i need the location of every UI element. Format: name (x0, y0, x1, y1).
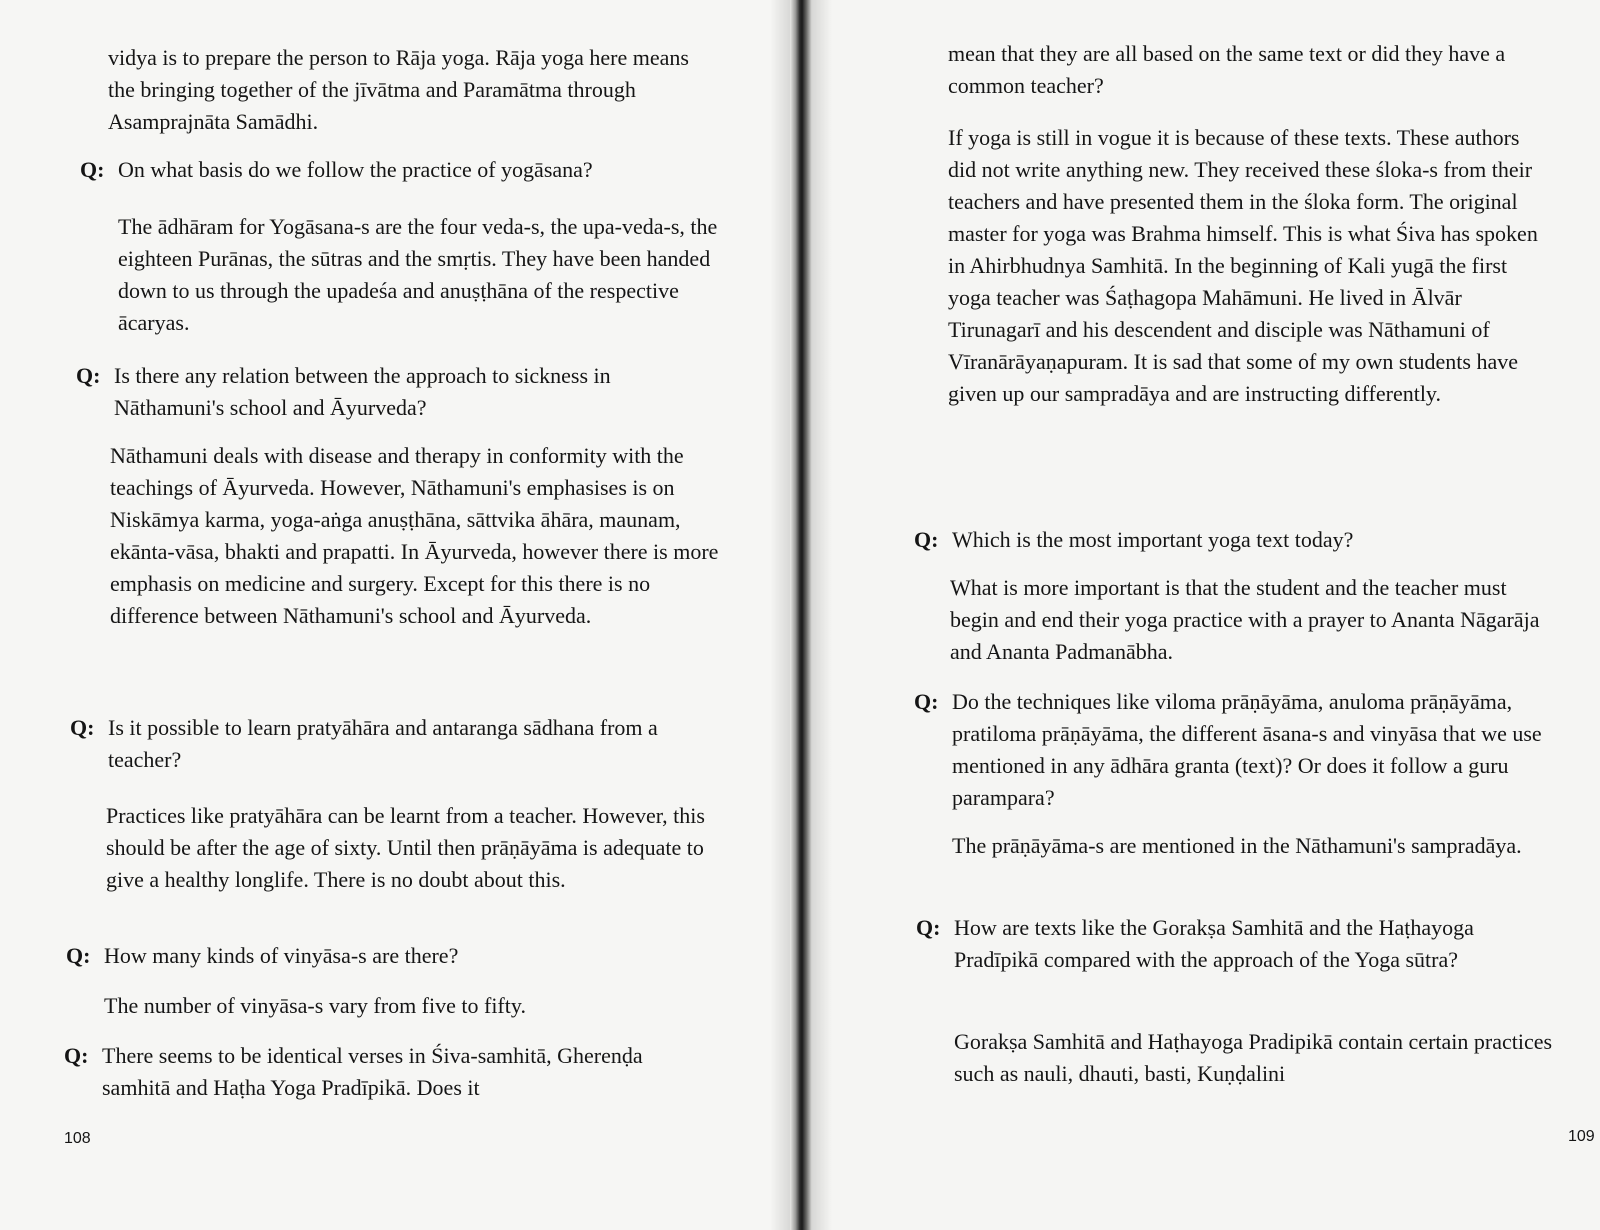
left-question-1: On what basis do we follow the practice of yogāsana? (118, 157, 593, 182)
right-question-label-3: Q: (916, 915, 941, 940)
left-question-label-4: Q: (66, 943, 91, 968)
right-question-3: How are texts like the Gorakṣa Samhitā and the Haṭhayoga Pradīpikā compared with the approach of the Yoga sūtra? (954, 915, 1474, 972)
right-question-label-2: Q: (914, 689, 939, 714)
left-answer-5: The number of vinyāsa-s vary from five to fifty. (104, 993, 526, 1018)
left-answer-4: Practices like pratyāhāra can be learnt from a teacher. However, this should be after the age of sixty. Until then prāṇāyāma is adequate to give a healthy longlife. There is no doubt about this. (106, 803, 705, 892)
left-question-label-5: Q: (64, 1043, 89, 1068)
left-question-4: How many kinds of vinyāsa-s are there? (104, 943, 459, 968)
left-page (0, 0, 790, 1230)
left-question-5: There seems to be identical verses in Śiva-samhitā, Gherenḍa samhitā and Haṭha Yoga Pradīpikā. Does it (102, 1043, 643, 1100)
left-question-label-2: Q: (76, 363, 101, 388)
right-answer-1: mean that they are all based on the same text or did they have a common teacher? (948, 41, 1506, 98)
right-question-2: Do the techniques like viloma prāṇāyāma, anuloma prāṇāyāma, pratiloma prāṇāyāma, the different āsana-s and vinyāsa that we use mentioned in any ādhāra granta (text)? Or does it follow a guru parampara? (952, 689, 1542, 810)
right-answer-2: If yoga is still in vogue it is because of these texts. These authors did not write anything new. They received these śloka-s from their teachers and have presented them in the śloka form. The original master for yoga was Brahma himself. This is what Śiva has spoken in Ahirbhudnya Samhitā. In the beginning of Kali yugā the first yoga teacher was Śaṭhagopa Mahāmuni. He lived in Ālvār Tirunagarī and his descendent and disciple was Nāthamuni of Vīranārāyaṇapuram. It is sad that some of my own students have given up our sampradāya and are instructing differently. (948, 125, 1538, 406)
right-page-number: 109 (1568, 1128, 1595, 1145)
left-question-label-1: Q: (80, 157, 105, 182)
right-question-1: Which is the most important yoga text today? (952, 527, 1354, 552)
right-answer-3: What is more important is that the student and the teacher must begin and end their yoga practice with a prayer to Ananta Nāgarāja and Ananta Padmanābha. (950, 575, 1540, 664)
book-gutter (790, 0, 812, 1230)
right-page (812, 0, 1600, 1230)
right-answer-5: Gorakṣa Samhitā and Haṭhayoga Pradipikā contain certain practices such as nauli, dhauti, basti, Kuṇḍalini (954, 1029, 1553, 1086)
left-answer-2: The ādhāram for Yogāsana-s are the four veda-s, the upa-veda-s, the eighteen Purānas, the sūtras and the smṛtis. They have been handed down to us through the upadeśa and anuṣṭhāna of the respective ācaryas. (118, 214, 718, 335)
left-question-2: Is there any relation between the approach to sickness in Nāthamuni's school and Āyurveda? (114, 363, 611, 420)
right-question-label-1: Q: (914, 527, 939, 552)
right-page-shadow (812, 0, 832, 1230)
left-answer-3: Nāthamuni deals with disease and therapy in conformity with the teachings of Āyurveda. However, Nāthamuni's emphasises is on Niskāmya karma, yoga-aṅga anuṣṭhāna, sāttvika āhāra, maunam, ekānta-vāsa, bhakti and prapatti. In Āyurveda, however there is more emphasis on medicine and surgery. Except for this there is no difference between Nāthamuni's school and Āyurveda. (110, 443, 719, 628)
left-question-3: Is it possible to learn pratyāhāra and antaranga sādhana from a teacher? (108, 715, 658, 772)
left-page-number: 108 (64, 1130, 91, 1147)
left-answer-1: vidya is to prepare the person to Rāja yoga. Rāja yoga here means the bringing together of the jīvātma and Paramātma through Asamprajnāta Samādhi. (108, 45, 689, 134)
right-answer-4: The prāṇāyāma-s are mentioned in the Nāthamuni's sampradāya. (952, 833, 1522, 858)
left-page-shadow (770, 0, 790, 1230)
left-question-label-3: Q: (70, 715, 95, 740)
